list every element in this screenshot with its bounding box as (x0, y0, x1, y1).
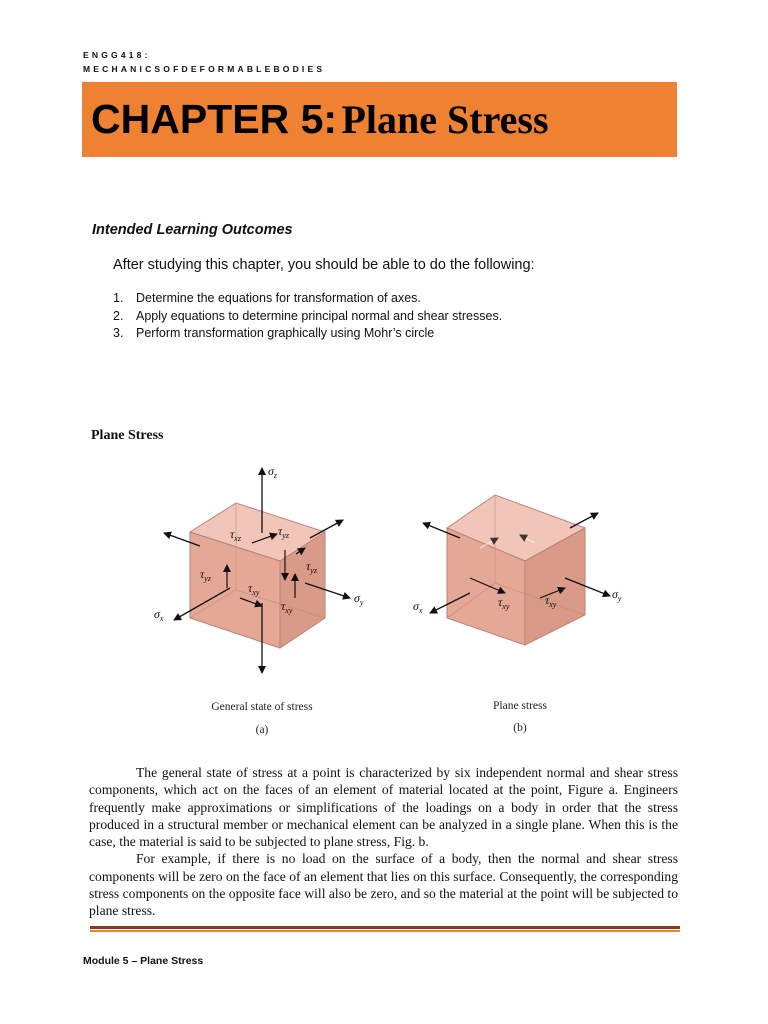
footer-rule (90, 926, 680, 929)
tag-b: (b) (513, 722, 527, 734)
learning-outcomes-heading: Intended Learning Outcomes (92, 222, 293, 238)
label-sigma-y: $\sigma_y$ (354, 591, 364, 607)
list-item: 1. Determine the equations for transformation of axes. (113, 291, 421, 305)
learning-outcomes-intro: After studying this chapter, you should be able to do the following: (113, 257, 535, 273)
label-sigma-y-b: $\sigma_y$ (612, 587, 622, 603)
chapter-number: CHAPTER 5: (91, 96, 338, 142)
cube-plane-stress (447, 495, 585, 645)
course-header (83, 48, 325, 76)
label-tau-yx: $\tau_{xy}$ (281, 599, 293, 615)
caption-general-stress: General state of stress (211, 701, 313, 713)
label-tau-xy: $\tau_{xy}$ (248, 581, 260, 597)
label-tau-xy-b: $\tau_{xy}$ (498, 595, 510, 611)
list-item: 3. Perform transformation graphically using Mohr’s circle (113, 326, 435, 340)
body-text (89, 764, 678, 920)
footer-rule-accent (90, 930, 680, 932)
learning-outcomes-list (113, 290, 502, 343)
list-item: 2. Apply equations to determine principal normal and shear stresses. (113, 308, 503, 323)
stress-diagram (140, 458, 640, 748)
label-tau-yx-b: $\tau_{xy}$ (545, 593, 557, 609)
label-sigma-x-b: $\sigma_x$ (413, 599, 423, 615)
course-name: MECHANICSOFDEFORMABLEBODIES (83, 64, 326, 74)
paragraph: For example, if there is no load on the surface of a body, then the normal and shear stress components will be zero on the face of an element that lies on this surface. Consequently, the corresponding stress components on the opposite face will also be zero, and so the material at the point will be subjected to plane stress. (89, 851, 678, 919)
label-sigma-x: $\sigma_x$ (154, 607, 164, 623)
stress-figure (140, 458, 640, 748)
label-tau-xz: $\tau_{xz}$ (230, 527, 241, 543)
label-tau-yz-top: $\tau_{yz}$ (278, 524, 289, 540)
paragraph: The general state of stress at a point is characterized by six independent normal and shear stress components, which act on the faces of an element of material located at the point, Figure a. Engineers frequently make approximations or simplifications of the loadings on a body in order that the stress produced in a structural member or mechanical element can be analyzed in a single plane. When this is the case, the material is said to be subjected to plane stress, Fig. b. (89, 765, 678, 850)
label-sigma-z: $\sigma_z$ (268, 464, 278, 480)
chapter-title (91, 96, 549, 143)
tag-a: (a) (255, 724, 269, 736)
section-title: Plane Stress (91, 428, 164, 443)
course-code: ENGG418: (83, 50, 151, 60)
label-tau-zx: $\tau_{yz}$ (200, 567, 211, 583)
caption-plane-stress: Plane stress (493, 700, 547, 712)
label-tau-zy: $\tau_{yz}$ (306, 559, 317, 575)
page-footer: Module 5 – Plane Stress (83, 955, 204, 967)
chapter-banner (82, 82, 677, 157)
chapter-topic: Plane Stress (341, 97, 549, 142)
